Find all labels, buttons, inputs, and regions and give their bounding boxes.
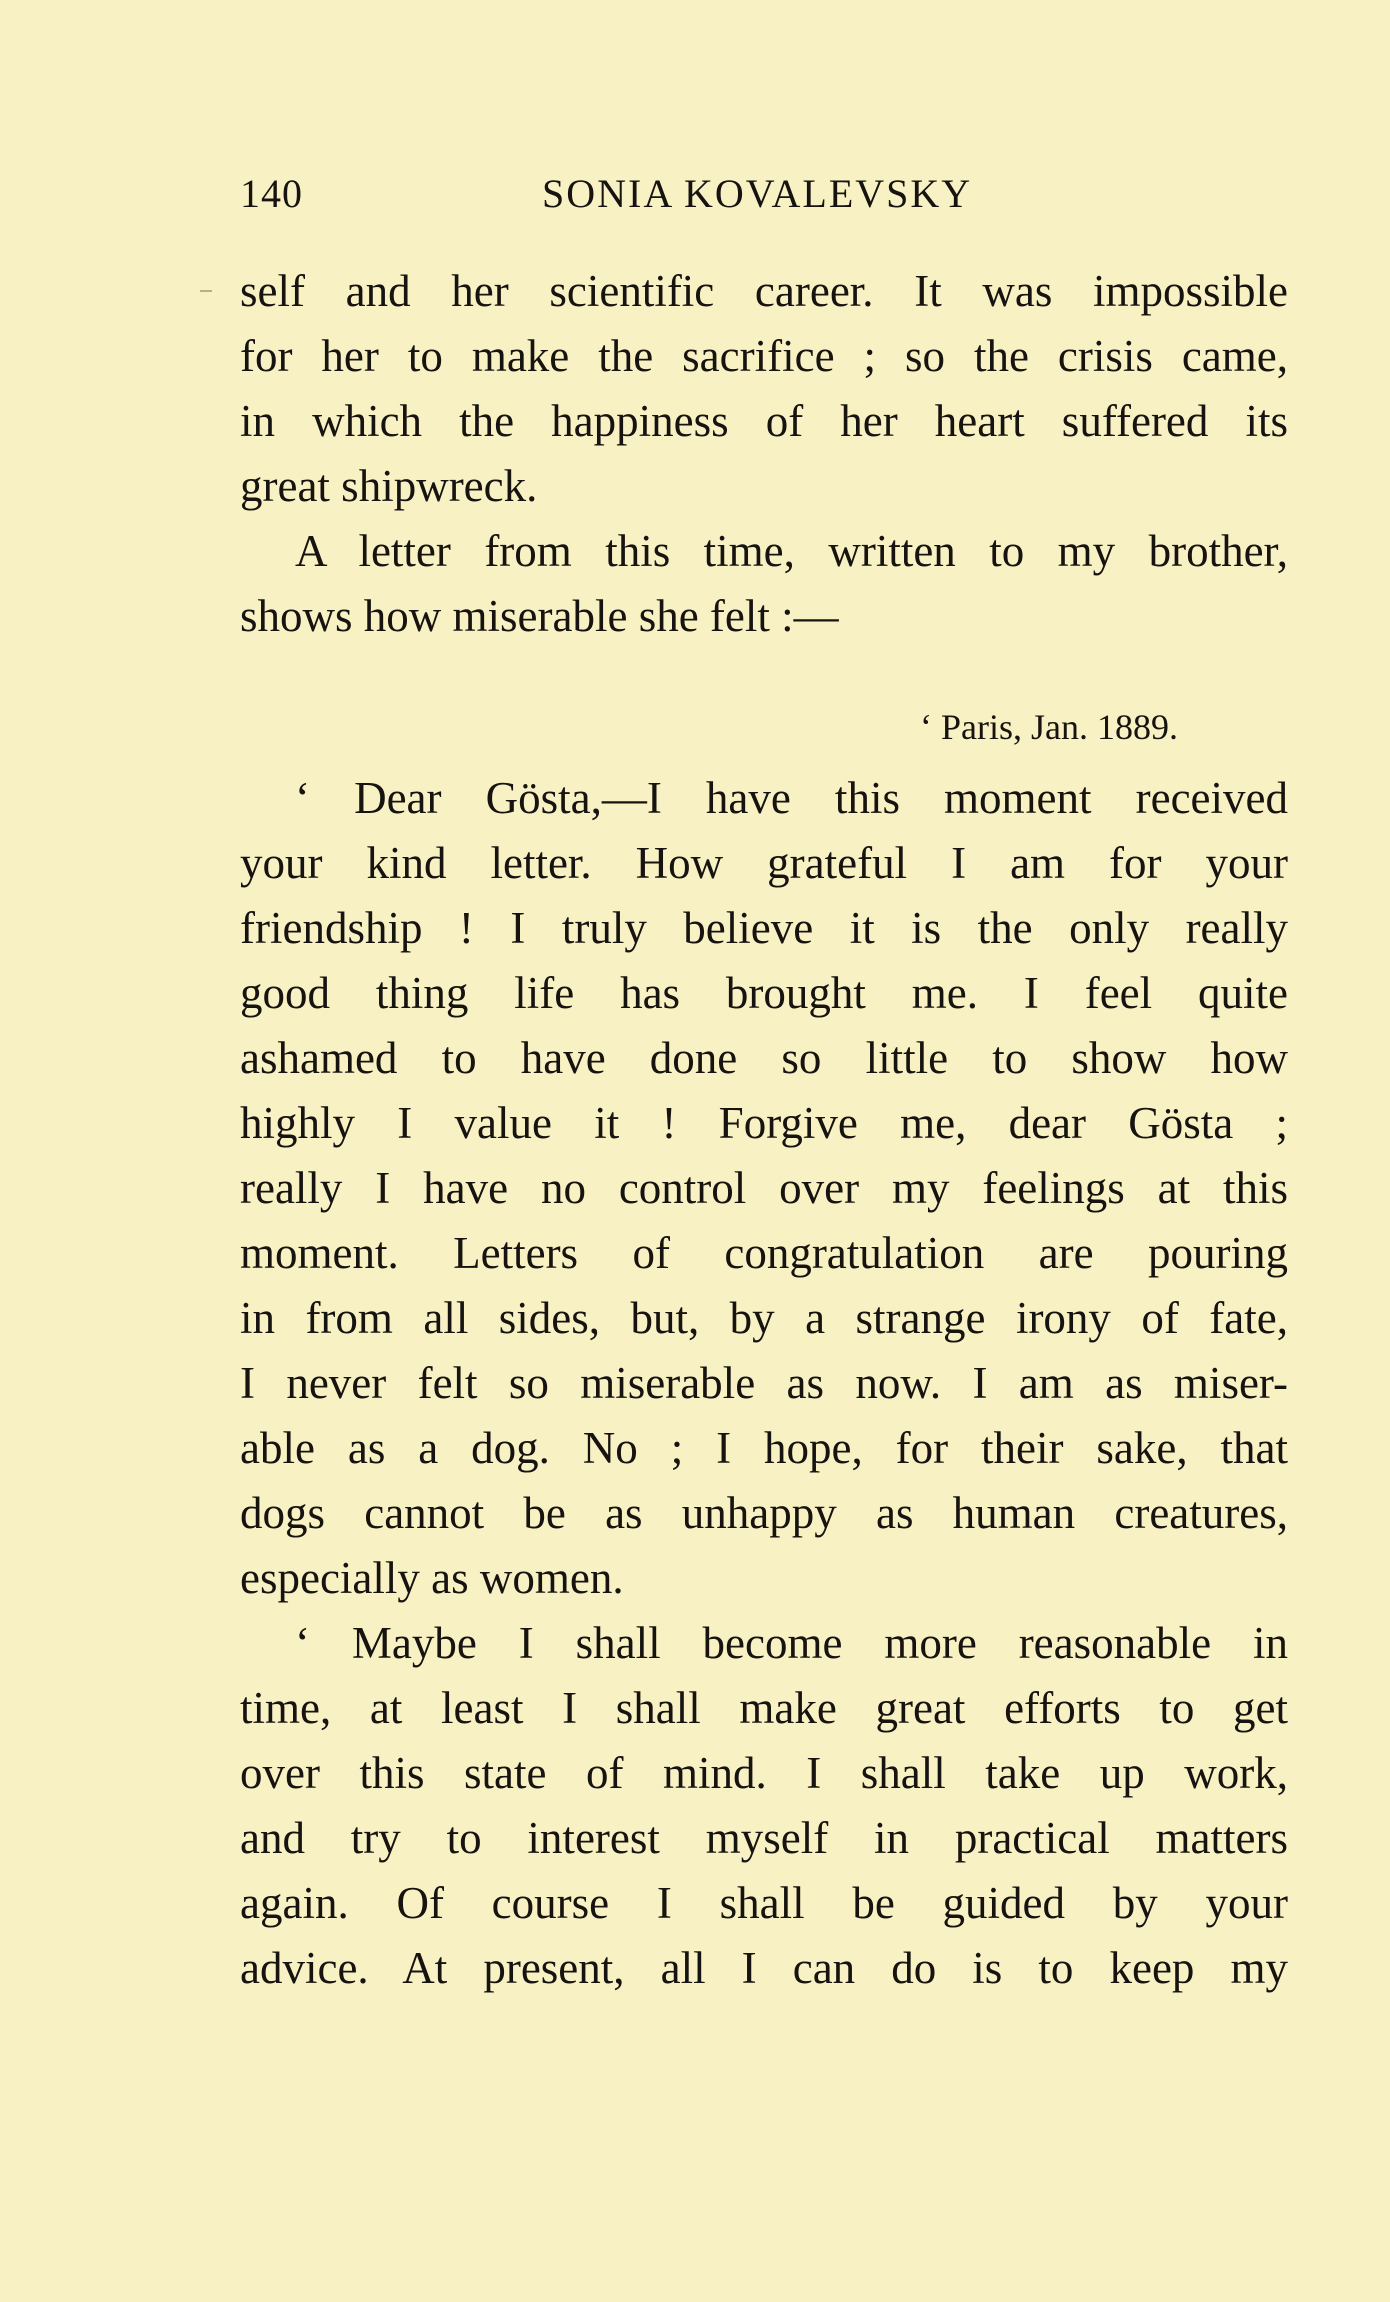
text-line: moment. Letters of congratulation are pouring <box>240 1228 1288 1278</box>
text-line: A letter from this time, written to my brother, <box>295 526 1288 576</box>
text-line: able as a dog. No ; I hope, for their sake, that <box>240 1423 1288 1473</box>
text-line: especially as women. <box>240 1553 624 1603</box>
margin-mark <box>200 290 212 292</box>
text-line: I never felt so miserable as now. I am as miser- <box>240 1358 1288 1408</box>
text-line: friendship ! I truly believe it is the only really <box>240 903 1288 953</box>
text-line: in from all sides, but, by a strange irony of fate, <box>240 1293 1288 1343</box>
text-line: shows how miserable she felt :— <box>240 591 839 641</box>
text-line: self and her scientific career. It was impossible <box>240 266 1288 316</box>
text-line: over this state of mind. I shall take up work, <box>240 1748 1288 1798</box>
text-line: highly I value it ! Forgive me, dear Gösta ; <box>240 1098 1288 1148</box>
text-line: ashamed to have done so little to show how <box>240 1033 1288 1083</box>
running-title: SONIA KOVALEVSKY <box>542 171 973 216</box>
text-line: and try to interest myself in practical matters <box>240 1813 1288 1863</box>
text-line: great shipwreck. <box>240 461 538 511</box>
text-line: really I have no control over my feelings at this <box>240 1163 1288 1213</box>
page-header <box>240 170 1288 220</box>
text-line: advice. At present, all I can do is to keep my <box>240 1943 1288 1993</box>
page-number: 140 <box>240 171 303 216</box>
text-line: in which the happiness of her heart suffered its <box>240 396 1288 446</box>
text-line: ‘ Dear Gösta,—I have this moment received <box>295 773 1288 823</box>
text-line: ‘ Maybe I shall become more reasonable in <box>295 1618 1288 1668</box>
text-line: time, at least I shall make great efforts to get <box>240 1683 1288 1733</box>
text-line: again. Of course I shall be guided by your <box>240 1878 1288 1928</box>
text-line: for her to make the sacrifice ; so the crisis came, <box>240 331 1288 381</box>
text-line: your kind letter. How grateful I am for your <box>240 838 1288 888</box>
letter-dateline: ‘ Paris, Jan. 1889. <box>920 707 1178 747</box>
text-line: dogs cannot be as unhappy as human creatures, <box>240 1488 1288 1538</box>
text-line: good thing life has brought me. I feel quite <box>240 968 1288 1018</box>
